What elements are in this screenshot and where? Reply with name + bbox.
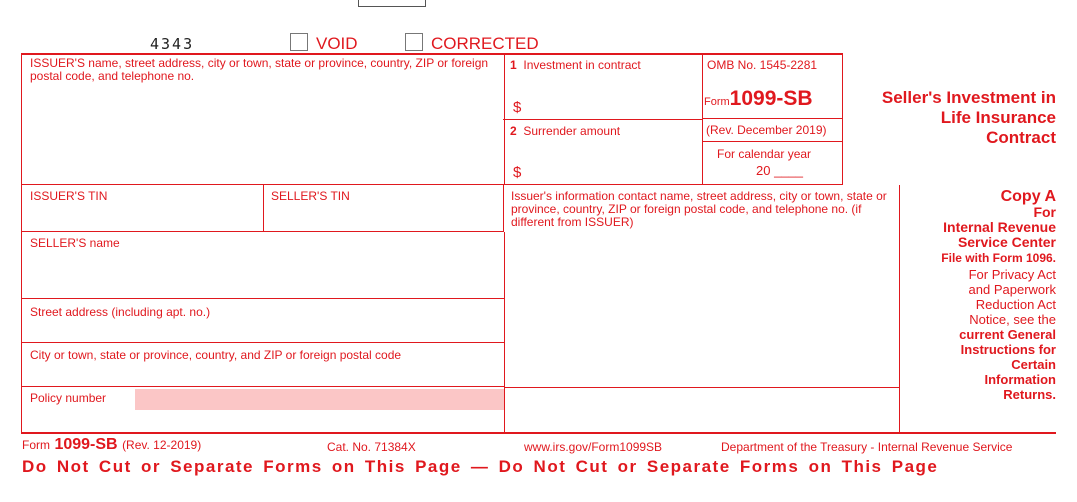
copy-p6: Instructions for (960, 342, 1056, 357)
street-box[interactable] (21, 299, 505, 343)
issuer-tin-label: ISSUER'S TIN (30, 189, 108, 203)
omb-form-name: 1099-SB (729, 87, 813, 110)
copy-irs1: Internal Revenue (943, 219, 1056, 235)
policy-input[interactable] (135, 389, 504, 410)
policy-label: Policy number (30, 391, 107, 405)
footer-form-name: 1099-SB (54, 436, 118, 453)
middle-bottom-box (504, 388, 900, 434)
corrected-checkbox[interactable] (405, 33, 423, 51)
box2-num: 2 (510, 124, 517, 138)
issuer-contact-label: Issuer's information contact name, street address, city or town, state or province, country, ZIP or foreign postal code, and telephone no. (if different from ISSUER) (511, 189, 887, 229)
omb-form-prefix: Form (704, 96, 730, 108)
omb-rev: (Rev. December 2019) (706, 123, 827, 137)
right-bottom-border (900, 432, 1056, 434)
street-label: Street address (including apt. no.) (30, 305, 211, 319)
corrected-label: CORRECTED (431, 34, 539, 53)
title-line2: Life Insurance (940, 108, 1056, 127)
seller-tin-box[interactable] (263, 185, 504, 232)
title-line1: Seller's Investment in (881, 88, 1056, 107)
void-checkbox[interactable] (290, 33, 308, 51)
issuer-label: ISSUER'S name, street address, city or town, state or province, country, ZIP or foreign postal code, and telephone no. (30, 56, 489, 83)
box2-text: Surrender amount (523, 124, 621, 138)
top-box (358, 0, 426, 7)
void-label: VOID (316, 34, 358, 53)
seller-name-label: SELLER'S name (30, 236, 120, 250)
omb-form-name-row (704, 87, 813, 111)
city-label: City or town, state or province, country, and ZIP or foreign postal code (30, 348, 402, 362)
copy-a-title: Copy A (1000, 188, 1056, 205)
footer-rev: (Rev. 12-2019) (122, 438, 202, 452)
box2-label (510, 125, 620, 138)
copy-file-with: File with Form 1096. (941, 251, 1056, 265)
copy-p7: Certain (1011, 357, 1056, 372)
omb-box (703, 53, 843, 185)
copy-irs2: Service Center (957, 234, 1056, 250)
box2-dollar: $ (513, 164, 522, 181)
copy-p8: Information (984, 372, 1056, 387)
footer-form-prefix: Form (22, 438, 50, 452)
box1-num: 1 (510, 58, 517, 72)
form-title (845, 88, 1056, 148)
corrected-checkbox-group[interactable] (405, 33, 539, 54)
issuer-tin-box[interactable] (21, 185, 264, 232)
footer-url[interactable]: www.irs.gov/Form1099SB (524, 440, 663, 454)
title-line3: Contract (986, 128, 1056, 147)
omb-divider-2 (703, 141, 842, 142)
issuer-contact-box[interactable] (504, 185, 900, 388)
omb-calendar-label: For calendar year (717, 147, 812, 161)
omb-year[interactable]: 20 ____ (756, 163, 803, 178)
copy-p9: Returns. (1003, 387, 1056, 402)
city-box[interactable] (21, 343, 505, 387)
copy-p5: current General (959, 327, 1056, 342)
policy-box[interactable] (21, 387, 505, 434)
seller-tin-label: SELLER'S TIN (271, 189, 350, 203)
omb-divider-1 (703, 118, 842, 119)
footer-cat: Cat. No. 71384X (327, 440, 416, 454)
copy-p1: For Privacy Act (968, 267, 1056, 282)
box2-surrender[interactable] (503, 120, 703, 185)
box1-label (510, 59, 641, 72)
box1-investment[interactable] (503, 53, 703, 120)
footer-form (22, 436, 201, 454)
copy-for: For (1033, 204, 1056, 220)
copy-a-column (900, 188, 1056, 402)
copy-p4: Notice, see the (969, 312, 1056, 327)
omb-number: OMB No. 1545-2281 (707, 58, 818, 72)
void-checkbox-group[interactable] (290, 33, 358, 54)
box1-dollar: $ (513, 99, 522, 116)
footer-warning: Do Not Cut or Separate Forms on This Page — Do Not Cut or Separate Forms on This Page (22, 457, 939, 476)
form-code: 4343 (150, 35, 195, 53)
copy-p2: and Paperwork (968, 282, 1056, 297)
footer-dept: Department of the Treasury - Internal Revenue Service (721, 440, 1013, 454)
issuer-box[interactable] (21, 53, 505, 185)
copy-p3: Reduction Act (975, 297, 1056, 312)
box1-text: Investment in contract (523, 58, 641, 72)
seller-name-box[interactable] (21, 232, 505, 299)
